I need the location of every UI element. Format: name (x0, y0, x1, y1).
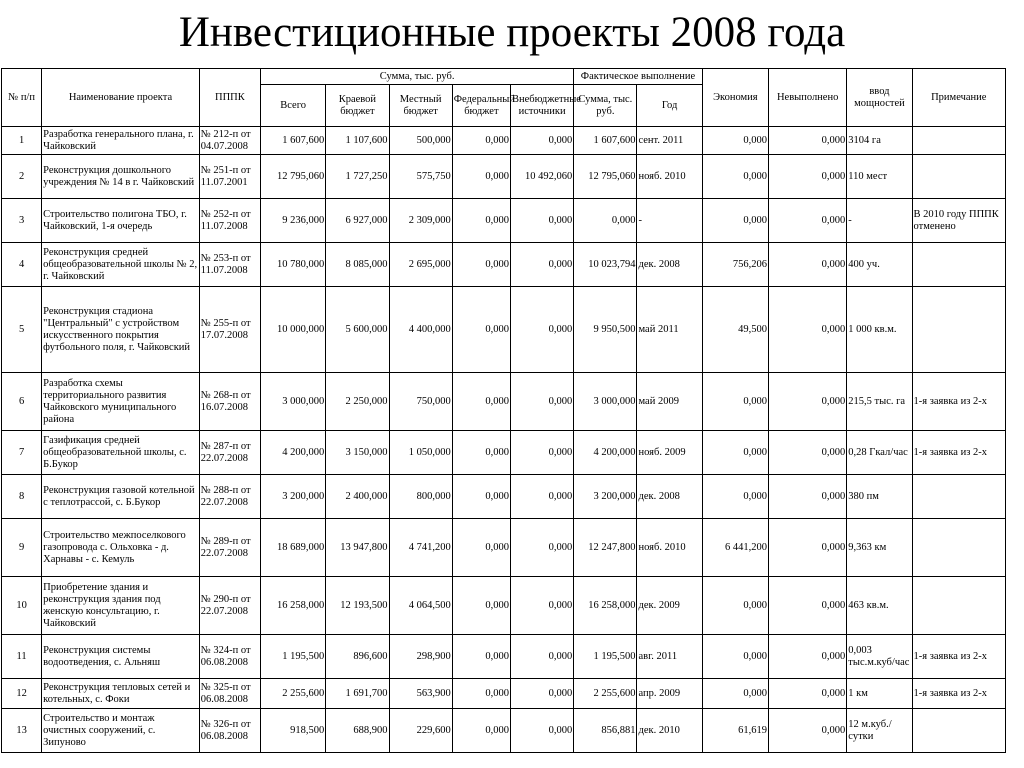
cell-economy: 756,206 (702, 243, 768, 287)
cell-num: 5 (2, 287, 42, 373)
cell-unfulfilled: 0,000 (769, 155, 847, 199)
cell-note (912, 577, 1005, 635)
table-row (2, 475, 1006, 519)
cell-economy: 0,000 (702, 127, 768, 155)
cell-capacity: 380 пм (847, 475, 912, 519)
cell-name: Строительство и монтаж очистных сооружений, с. Зипуново (42, 709, 200, 753)
cell-economy: 61,619 (702, 709, 768, 753)
cell-pppk: № 289-п от 22.07.2008 (199, 519, 260, 577)
cell-num: 2 (2, 155, 42, 199)
cell-actual-sum: 9 950,500 (574, 287, 637, 373)
cell-regional: 688,900 (326, 709, 389, 753)
cell-local: 2 309,000 (389, 199, 452, 243)
cell-federal: 0,000 (452, 431, 510, 475)
cell-federal: 0,000 (452, 199, 510, 243)
cell-num: 12 (2, 679, 42, 709)
cell-offbudget: 0,000 (510, 431, 573, 475)
cell-offbudget: 10 492,060 (510, 155, 573, 199)
cell-offbudget: 0,000 (510, 199, 573, 243)
cell-name: Приобретение здания и реконструкция здания под женскую консультацию, г. Чайковский (42, 577, 200, 635)
cell-capacity: 9,363 км (847, 519, 912, 577)
cell-unfulfilled: 0,000 (769, 287, 847, 373)
cell-federal: 0,000 (452, 373, 510, 431)
table-row (2, 155, 1006, 199)
cell-num: 6 (2, 373, 42, 431)
cell-regional: 5 600,000 (326, 287, 389, 373)
header-num: № п/п (2, 69, 42, 127)
table-row (2, 709, 1006, 753)
cell-year: нояб. 2009 (637, 431, 702, 475)
cell-unfulfilled: 0,000 (769, 709, 847, 753)
cell-unfulfilled: 0,000 (769, 373, 847, 431)
table-row (2, 679, 1006, 709)
header-regional: Краевой бюджет (326, 85, 389, 127)
cell-name: Реконструкция газовой котельной с теплотрассой, с. Б.Букор (42, 475, 200, 519)
cell-year: - (637, 199, 702, 243)
table-row (2, 635, 1006, 679)
cell-economy: 0,000 (702, 373, 768, 431)
header-capacity: ввод мощностей (847, 69, 912, 127)
cell-num: 1 (2, 127, 42, 155)
header-sum-group: Сумма, тыс. руб. (261, 69, 574, 85)
header-actual-group: Фактическое выполнение (574, 69, 703, 85)
cell-year: апр. 2009 (637, 679, 702, 709)
table-row (2, 519, 1006, 577)
cell-capacity: 400 уч. (847, 243, 912, 287)
cell-offbudget: 0,000 (510, 577, 573, 635)
cell-offbudget: 0,000 (510, 287, 573, 373)
cell-local: 229,600 (389, 709, 452, 753)
table-row (2, 127, 1006, 155)
table-row (2, 431, 1006, 475)
cell-note: 1-я заявка из 2-х (912, 635, 1005, 679)
header-year: Год (637, 85, 702, 127)
cell-federal: 0,000 (452, 287, 510, 373)
cell-regional: 8 085,000 (326, 243, 389, 287)
cell-note (912, 519, 1005, 577)
cell-total: 16 258,000 (261, 577, 326, 635)
cell-economy: 0,000 (702, 431, 768, 475)
cell-economy: 0,000 (702, 475, 768, 519)
header-pppk: ПППК (199, 69, 260, 127)
cell-total: 18 689,000 (261, 519, 326, 577)
cell-federal: 0,000 (452, 243, 510, 287)
cell-regional: 6 927,000 (326, 199, 389, 243)
cell-unfulfilled: 0,000 (769, 243, 847, 287)
cell-year: май 2009 (637, 373, 702, 431)
cell-unfulfilled: 0,000 (769, 127, 847, 155)
cell-name: Строительство межпоселкового газопровода с. Ольховка - д. Харнавы - с. Кемуль (42, 519, 200, 577)
cell-offbudget: 0,000 (510, 679, 573, 709)
table-row (2, 199, 1006, 243)
cell-local: 4 400,000 (389, 287, 452, 373)
cell-capacity: 215,5 тыс. га (847, 373, 912, 431)
cell-capacity: 1 км (847, 679, 912, 709)
cell-actual-sum: 1 607,600 (574, 127, 637, 155)
cell-federal: 0,000 (452, 577, 510, 635)
cell-note (912, 287, 1005, 373)
cell-actual-sum: 3 000,000 (574, 373, 637, 431)
cell-pppk: № 325-п от 06.08.2008 (199, 679, 260, 709)
table-row (2, 577, 1006, 635)
cell-pppk: № 252-п от 11.07.2008 (199, 199, 260, 243)
cell-federal: 0,000 (452, 519, 510, 577)
cell-total: 3 000,000 (261, 373, 326, 431)
cell-actual-sum: 3 200,000 (574, 475, 637, 519)
cell-regional: 12 193,500 (326, 577, 389, 635)
cell-capacity: - (847, 199, 912, 243)
cell-unfulfilled: 0,000 (769, 519, 847, 577)
header-total: Всего (261, 85, 326, 127)
cell-capacity: 0,003 тыс.м.куб/час (847, 635, 912, 679)
header-actual-sum: Сумма, тыс. руб. (574, 85, 637, 127)
cell-regional: 3 150,000 (326, 431, 389, 475)
cell-year: дек. 2008 (637, 243, 702, 287)
cell-actual-sum: 2 255,600 (574, 679, 637, 709)
cell-economy: 0,000 (702, 635, 768, 679)
cell-pppk: № 253-п от 11.07.2008 (199, 243, 260, 287)
cell-capacity: 12 м.куб./сутки (847, 709, 912, 753)
cell-total: 2 255,600 (261, 679, 326, 709)
header-offbudget: Внебюджетные источники (510, 85, 573, 127)
cell-unfulfilled: 0,000 (769, 199, 847, 243)
cell-regional: 2 250,000 (326, 373, 389, 431)
header-local: Местный бюджет (389, 85, 452, 127)
cell-unfulfilled: 0,000 (769, 635, 847, 679)
cell-note: В 2010 году ПППК отменено (912, 199, 1005, 243)
table-row (2, 373, 1006, 431)
cell-federal: 0,000 (452, 709, 510, 753)
cell-actual-sum: 0,000 (574, 199, 637, 243)
cell-actual-sum: 1 195,500 (574, 635, 637, 679)
cell-unfulfilled: 0,000 (769, 679, 847, 709)
cell-num: 3 (2, 199, 42, 243)
cell-name: Строительство полигона ТБО, г. Чайковский, 1-я очередь (42, 199, 200, 243)
cell-actual-sum: 16 258,000 (574, 577, 637, 635)
cell-year: дек. 2008 (637, 475, 702, 519)
cell-year: сент. 2011 (637, 127, 702, 155)
cell-federal: 0,000 (452, 155, 510, 199)
cell-pppk: № 268-п от 16.07.2008 (199, 373, 260, 431)
cell-local: 1 050,000 (389, 431, 452, 475)
cell-economy: 0,000 (702, 679, 768, 709)
cell-local: 2 695,000 (389, 243, 452, 287)
cell-economy: 6 441,200 (702, 519, 768, 577)
cell-num: 9 (2, 519, 42, 577)
cell-local: 750,000 (389, 373, 452, 431)
cell-num: 11 (2, 635, 42, 679)
cell-local: 800,000 (389, 475, 452, 519)
cell-pppk: № 326-п от 06.08.2008 (199, 709, 260, 753)
cell-name: Реконструкция средней общеобразовательной школы № 2, г. Чайковский (42, 243, 200, 287)
header-economy: Экономия (702, 69, 768, 127)
cell-regional: 896,600 (326, 635, 389, 679)
cell-pppk: № 290-п от 22.07.2008 (199, 577, 260, 635)
cell-actual-sum: 4 200,000 (574, 431, 637, 475)
cell-actual-sum: 10 023,794 (574, 243, 637, 287)
cell-total: 10 000,000 (261, 287, 326, 373)
cell-offbudget: 0,000 (510, 243, 573, 287)
cell-actual-sum: 12 795,060 (574, 155, 637, 199)
cell-name: Разработка генерального плана, г. Чайковский (42, 127, 200, 155)
cell-note (912, 709, 1005, 753)
cell-offbudget: 0,000 (510, 635, 573, 679)
cell-offbudget: 0,000 (510, 127, 573, 155)
cell-economy: 49,500 (702, 287, 768, 373)
cell-year: дек. 2010 (637, 709, 702, 753)
cell-regional: 1 727,250 (326, 155, 389, 199)
cell-economy: 0,000 (702, 155, 768, 199)
cell-actual-sum: 856,881 (574, 709, 637, 753)
cell-local: 4 064,500 (389, 577, 452, 635)
cell-offbudget: 0,000 (510, 475, 573, 519)
header-note: Примечание (912, 69, 1005, 127)
cell-regional: 1 107,600 (326, 127, 389, 155)
cell-year: авг. 2011 (637, 635, 702, 679)
cell-regional: 13 947,800 (326, 519, 389, 577)
cell-num: 13 (2, 709, 42, 753)
cell-pppk: № 212-п от 04.07.2008 (199, 127, 260, 155)
table-row (2, 243, 1006, 287)
cell-local: 4 741,200 (389, 519, 452, 577)
cell-unfulfilled: 0,000 (769, 475, 847, 519)
cell-name: Реконструкция системы водоотведения, с. Альняш (42, 635, 200, 679)
cell-total: 3 200,000 (261, 475, 326, 519)
cell-capacity: 0,28 Гкал/час (847, 431, 912, 475)
cell-capacity: 3104 га (847, 127, 912, 155)
cell-total: 12 795,060 (261, 155, 326, 199)
cell-unfulfilled: 0,000 (769, 577, 847, 635)
cell-note (912, 243, 1005, 287)
cell-year: май 2011 (637, 287, 702, 373)
cell-local: 500,000 (389, 127, 452, 155)
cell-pppk: № 288-п от 22.07.2008 (199, 475, 260, 519)
cell-local: 298,900 (389, 635, 452, 679)
cell-economy: 0,000 (702, 577, 768, 635)
cell-year: нояб. 2010 (637, 155, 702, 199)
cell-pppk: № 324-п от 06.08.2008 (199, 635, 260, 679)
cell-name: Реконструкция стадиона "Центральный" с устройством искусственного покрытия футбольного поля, г. Чайковский (42, 287, 200, 373)
cell-regional: 2 400,000 (326, 475, 389, 519)
cell-economy: 0,000 (702, 199, 768, 243)
cell-pppk: № 255-п от 17.07.2008 (199, 287, 260, 373)
cell-capacity: 1 000 кв.м. (847, 287, 912, 373)
cell-note (912, 155, 1005, 199)
cell-year: дек. 2009 (637, 577, 702, 635)
cell-name: Разработка схемы территориального развития Чайковского муниципального района (42, 373, 200, 431)
cell-actual-sum: 12 247,800 (574, 519, 637, 577)
cell-note (912, 475, 1005, 519)
cell-offbudget: 0,000 (510, 373, 573, 431)
cell-num: 8 (2, 475, 42, 519)
cell-total: 918,500 (261, 709, 326, 753)
cell-total: 1 607,600 (261, 127, 326, 155)
cell-name: Реконструкция тепловых сетей и котельных, с. Фоки (42, 679, 200, 709)
cell-unfulfilled: 0,000 (769, 431, 847, 475)
cell-capacity: 110 мест (847, 155, 912, 199)
header-name: Наименование проекта (42, 69, 200, 127)
cell-federal: 0,000 (452, 475, 510, 519)
page-title: Инвестиционные проекты 2008 года (178, 9, 846, 56)
cell-total: 4 200,000 (261, 431, 326, 475)
cell-federal: 0,000 (452, 679, 510, 709)
cell-total: 10 780,000 (261, 243, 326, 287)
cell-num: 4 (2, 243, 42, 287)
cell-pppk: № 251-п от 11.07.2001 (199, 155, 260, 199)
cell-federal: 0,000 (452, 127, 510, 155)
cell-federal: 0,000 (452, 635, 510, 679)
header-federal: Федеральный бюджет (452, 85, 510, 127)
cell-name: Газификация средней общеобразовательной школы, с. Б.Букор (42, 431, 200, 475)
cell-note: 1-я заявка из 2-х (912, 373, 1005, 431)
cell-num: 7 (2, 431, 42, 475)
cell-local: 575,750 (389, 155, 452, 199)
cell-capacity: 463 кв.м. (847, 577, 912, 635)
table-row (2, 287, 1006, 373)
cell-note: 1-я заявка из 2-х (912, 431, 1005, 475)
cell-note: 1-я заявка из 2-х (912, 679, 1005, 709)
cell-year: нояб. 2010 (637, 519, 702, 577)
cell-num: 10 (2, 577, 42, 635)
cell-pppk: № 287-п от 22.07.2008 (199, 431, 260, 475)
cell-offbudget: 0,000 (510, 519, 573, 577)
cell-regional: 1 691,700 (326, 679, 389, 709)
cell-local: 563,900 (389, 679, 452, 709)
cell-name: Реконструкция дошкольного учреждения № 14 в г. Чайковский (42, 155, 200, 199)
cell-note (912, 127, 1005, 155)
cell-total: 9 236,000 (261, 199, 326, 243)
header-unfulfilled: Невыполнено (769, 69, 847, 127)
cell-offbudget: 0,000 (510, 709, 573, 753)
investment-projects-table (1, 68, 1006, 753)
cell-total: 1 195,500 (261, 635, 326, 679)
